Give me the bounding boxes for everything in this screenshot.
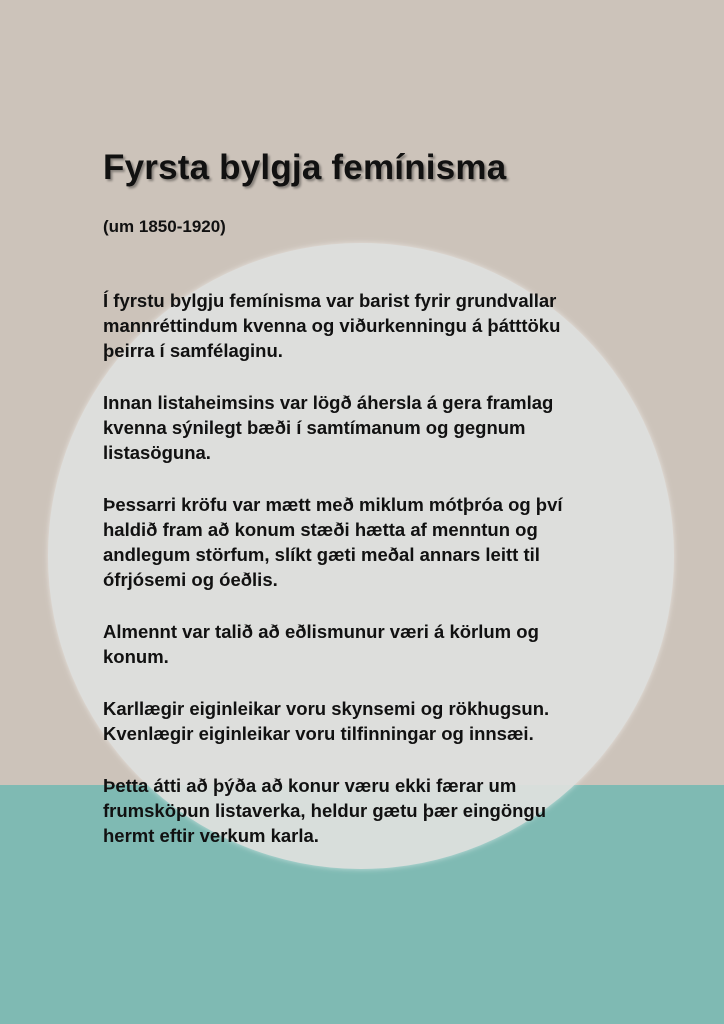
paragraph: Þessarri kröfu var mætt með miklum mótþróa og því haldið fram að konum stæði hætta af menntun og andlegum störfum, slíkt gæti meðal annars leitt til ófrjósemi og óeðlis. (103, 494, 563, 590)
paragraph: Í fyrstu bylgju femínisma var barist fyrir grundvallar mannréttindum kvenna og viðurkenningu á þátttöku þeirra í samfélaginu. (103, 290, 561, 361)
page-subtitle: (um 1850-1920) (103, 217, 226, 236)
page-title: Fyrsta bylgja femínisma (103, 148, 507, 187)
paragraph: Innan listaheimsins var lögð áhersla á gera framlag kvenna sýnilegt bæði í samtímanum og gegnum listasöguna. (103, 392, 554, 463)
paragraph: Þetta átti að þýða að konur væru ekki færar um frumsköpun listaverka, heldur gætu þær eingöngu hermt eftir verkum karla. (103, 775, 547, 846)
paragraph: Karllægir eiginleikar voru skynsemi og rökhugsun. Kvenlægir eiginleikar voru tilfinningar og innsæi. (103, 698, 550, 744)
paragraph: Almennt var talið að eðlismunur væri á körlum og konum. (103, 621, 539, 667)
body-text (103, 288, 663, 875)
